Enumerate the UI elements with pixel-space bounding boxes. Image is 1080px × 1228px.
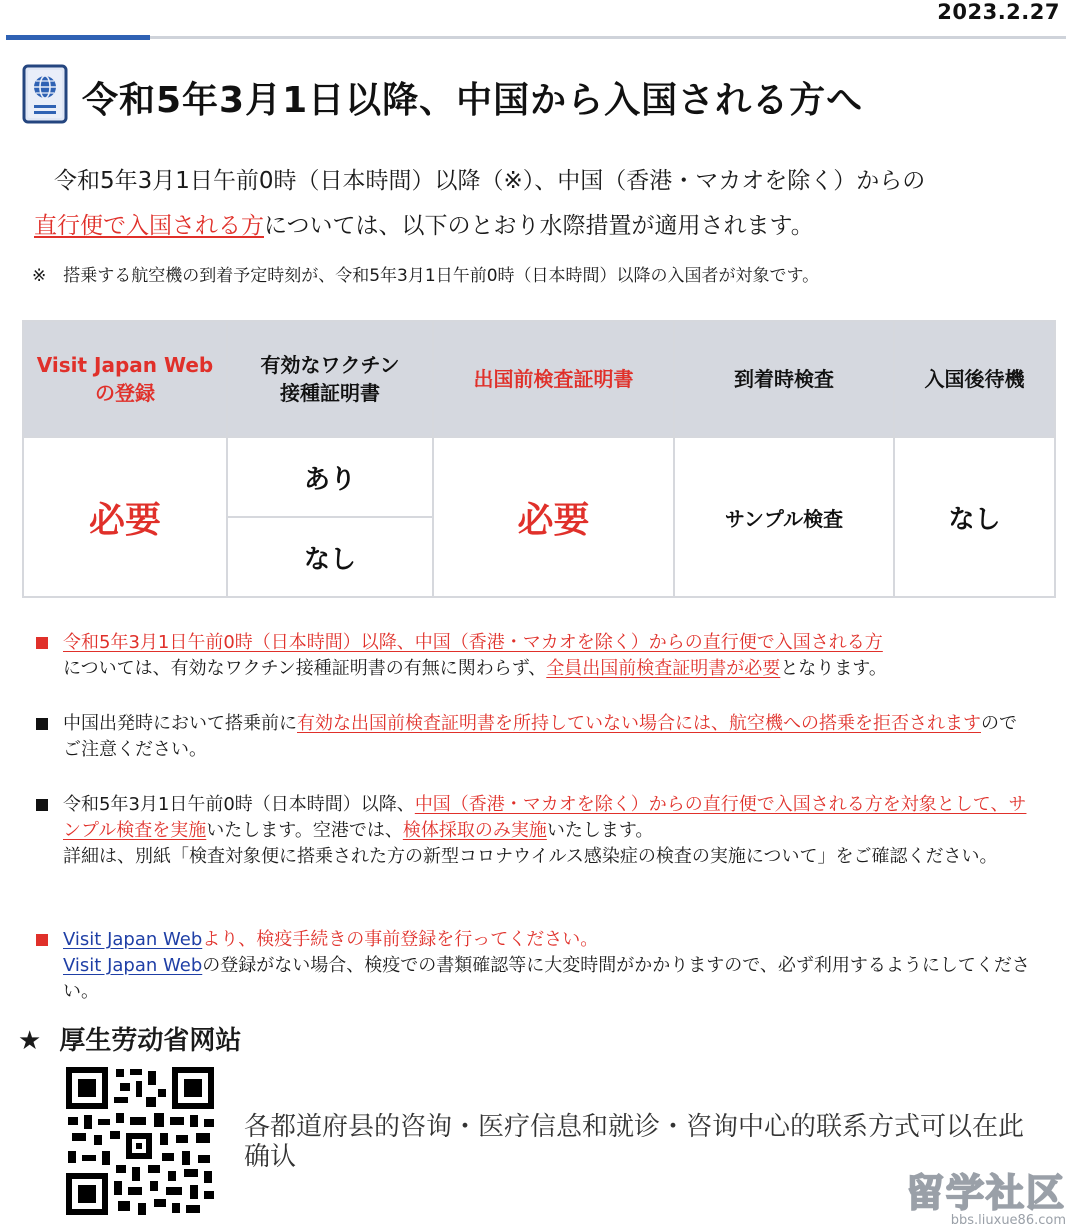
cell-quarantine-none: なし [894, 437, 1055, 597]
header-visit-japan-web: Visit Japan Web の登録 [23, 321, 227, 437]
header-vaccine-certificate: 有効なワクチン 接種証明書 [227, 321, 433, 437]
qr-code-icon[interactable] [66, 1067, 214, 1215]
visit-japan-web-link-2[interactable]: Visit Japan Web [63, 955, 203, 976]
black-square-icon [36, 718, 48, 730]
passport-icon [22, 64, 68, 124]
ministry-heading: ★ 厚生劳动省网站 [18, 1026, 242, 1056]
intro-emphasis: 直行便で入国される方 [34, 213, 264, 239]
intro-note: ※ 搭乗する航空機の到着予定時刻が、令和5年3月1日午前0時（日本時間）以降の入国者が対象です。 [32, 266, 820, 286]
requirements-table [22, 320, 1056, 598]
header-quarantine: 入国後待機 [894, 321, 1055, 437]
page-title: 令和5年3月1日以降、中国から入国される方へ [82, 80, 864, 121]
cell-vaccine-yes: あり [227, 437, 433, 517]
header-rule [6, 36, 1066, 39]
cell-pretest-required: 必要 [433, 437, 674, 597]
contact-info-text: 各都道府县的咨询・医疗信息和就诊・咨询中心的联系方式可以在此确认 [244, 1112, 1025, 1172]
table-row [23, 437, 1055, 517]
watermark-url: bbs.liuxue86.com [950, 1213, 1066, 1228]
cell-vaccine-no: なし [227, 517, 433, 597]
intro-line-2 [34, 207, 814, 240]
star-icon: ★ [18, 1026, 42, 1056]
visit-japan-web-link[interactable]: Visit Japan Web [63, 929, 203, 950]
watermark-logo [906, 1162, 1066, 1228]
cell-vjw-required: 必要 [23, 437, 227, 597]
intro-line-1: 令和5年3月1日午前0時（日本時間）以降（※）、中国（香港・マカオを除く）からの [54, 168, 926, 194]
document-date: 2023.2.27 [937, 0, 1060, 24]
watermark-main: 留学社区 [905, 1171, 1066, 1215]
table-header-row [23, 321, 1055, 437]
red-square-icon [36, 637, 48, 649]
header-rule-accent [6, 35, 150, 40]
black-square-icon [36, 799, 48, 811]
header-pre-departure-test: 出国前検査証明書 [433, 321, 674, 437]
cell-arrival-sample-test: サンプル検査 [674, 437, 894, 597]
red-square-icon [36, 934, 48, 946]
header-arrival-test: 到着時検査 [674, 321, 894, 437]
intro-line-2-rest: については、以下のとおり水際措置が適用されます。 [264, 213, 814, 239]
